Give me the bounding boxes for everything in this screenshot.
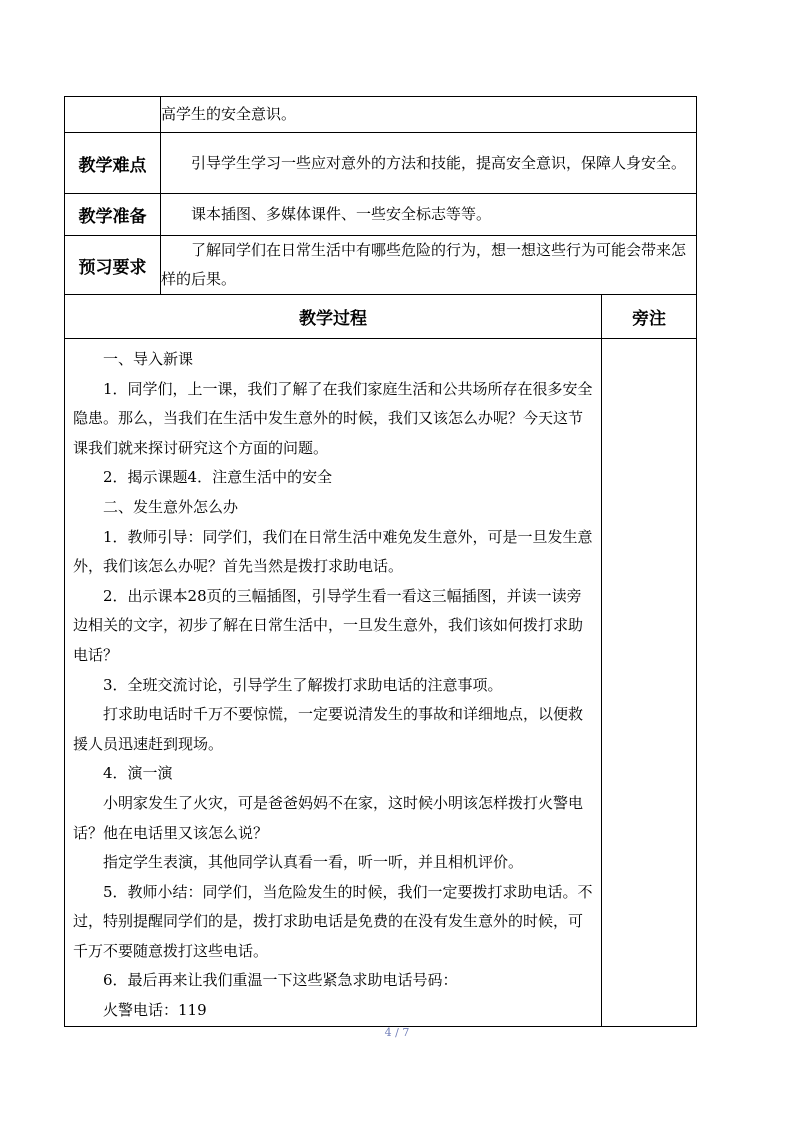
process-line: 火警电话：119 (103, 1001, 207, 1020)
process-line: 5．教师小结：同学们，当危险发生的时候，我们一定要拨打求助电话。不过，特别提醒同学们的是，拨打求助电话是免费的在没有发生意外的时候，可千万不要随意拨打这些电话。 (73, 882, 593, 960)
row-preview (65, 236, 697, 295)
row-difficulty (65, 133, 697, 194)
lesson-plan-table (64, 96, 697, 1027)
page-number: 4 / 7 (384, 1026, 410, 1039)
process-line: 二、发生意外怎么办 (103, 497, 239, 516)
process-line: 1．教师引导：同学们，我们在日常生活中难免发生意外，可是一旦发生意外，我们该怎么办呢？首先当然是拨打求助电话。 (73, 527, 593, 576)
notes-column (602, 339, 697, 1027)
process-line: 2．出示课本28页的三幅插图，引导学生看一看这三幅插图，并读一读旁边相关的文字，初步了解在日常生活中，一旦发生意外，我们该如何拨打求助电话？ (73, 586, 584, 664)
notes-title: 旁注 (602, 295, 697, 339)
process-title: 教学过程 (65, 295, 602, 339)
process-content (65, 339, 602, 1027)
difficulty-text: 引导学生学习一些应对意外的方法和技能，提高安全意识，保障人身安全。 (161, 133, 697, 194)
process-line: 2．揭示课题4．注意生活中的安全 (103, 468, 333, 487)
row-process-header (65, 295, 697, 339)
row-objective-continued (65, 97, 697, 133)
preparation-label: 教学准备 (65, 194, 161, 236)
process-line: 1．同学们，上一课，我们了解了在我们家庭生活和公共场所存在很多安全隐患。那么，当我们在生活中发生意外的时候，我们又该怎么办呢？今天这节课我们就来探讨研究这个方面的问题。 (73, 379, 593, 457)
process-line: 打求助电话时千万不要惊慌，一定要说清发生的事故和详细地点，以便救援人员迅速赶到现场。 (73, 705, 584, 753)
objective-continued-text: 高学生的安全意识。 (161, 97, 697, 133)
process-line: 小明家发生了火灾，可是爸爸妈妈不在家，这时候小明该怎样拨打火警电话？他在电话里又该怎么说？ (73, 793, 584, 842)
difficulty-label: 教学难点 (65, 133, 161, 194)
preview-text: 了解同学们在日常生活中有哪些危险的行为，想一想这些行为可能会带来怎样的后果。 (161, 236, 697, 295)
process-line: 指定学生表演，其他同学认真看一看，听一听，并且相机评价。 (103, 853, 524, 872)
process-line: 一、导入新课 (103, 350, 194, 368)
process-line: 3．全班交流讨论，引导学生了解拨打求助电话的注意事项。 (103, 675, 503, 694)
row-preparation (65, 194, 697, 236)
row-process-body (65, 339, 697, 1027)
process-line: 6．最后再来让我们重温一下这些紧急求助电话号码： (103, 971, 458, 990)
preview-label: 预习要求 (65, 236, 161, 295)
process-line: 4．演一演 (103, 764, 173, 783)
preparation-text: 课本插图、多媒体课件、一些安全标志等等。 (161, 194, 697, 236)
